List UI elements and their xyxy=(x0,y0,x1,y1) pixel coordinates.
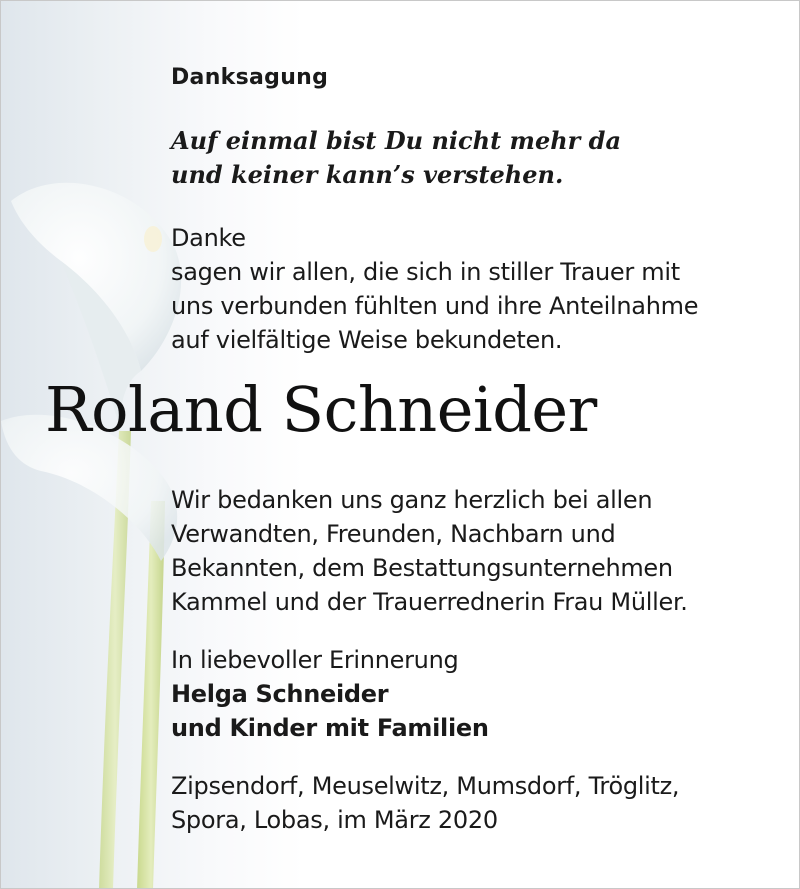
signatory: Helga Schneider xyxy=(171,680,389,708)
acknowledgement-line: Bekannten, dem Bestattungsunternehmen xyxy=(171,554,673,582)
acknowledgement-line: Verwandten, Freunden, Nachbarn und xyxy=(171,520,616,548)
thanks-line: auf vielfältige Weise bekundeten. xyxy=(171,326,563,354)
thanks-line: sagen wir allen, die sich in stiller Trauer mit xyxy=(171,258,680,286)
acknowledgement-line: Wir bedanken uns ganz herzlich bei allen xyxy=(171,486,653,514)
verse-line: Auf einmal bist Du nicht mehr da xyxy=(171,126,621,155)
notice-heading: Danksagung xyxy=(171,65,329,90)
acknowledgement-line: Kammel und der Trauerrednerin Frau Müller. xyxy=(171,588,688,616)
verse-line: und keiner kann’s verstehen. xyxy=(171,160,564,189)
thanks-line: uns verbunden fühlten und ihre Anteilnahme xyxy=(171,292,699,320)
remembrance-intro: In liebevoller Erinnerung xyxy=(171,646,459,674)
thanks-line: Danke xyxy=(171,224,246,252)
deceased-name: Roland Schneider xyxy=(45,373,597,446)
signatory: und Kinder mit Familien xyxy=(171,714,489,742)
places-line: Spora, Lobas, im März 2020 xyxy=(171,806,498,834)
places-line: Zipsendorf, Meuselwitz, Mumsdorf, Tröglitz, xyxy=(171,772,680,800)
